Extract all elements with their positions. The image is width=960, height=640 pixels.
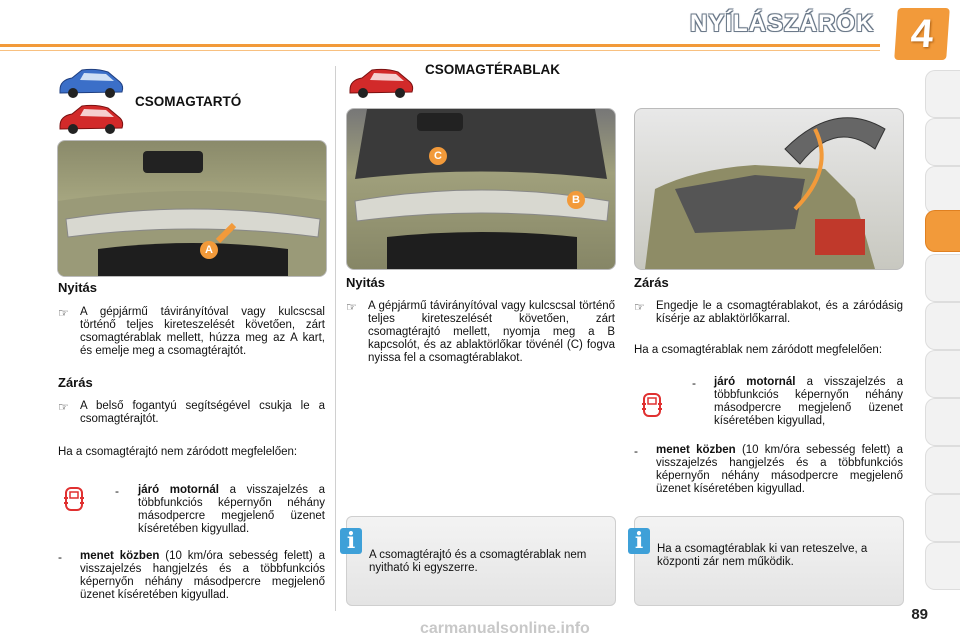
- moving-desc-boot: (10 km/óra sebesség felett) a visszajelzés hangjelzés és a többfunkciós képernyőn néhány másodpercre megjelenő üzenet kíséretében kigyullad.: [80, 550, 325, 601]
- watermark: carmanualsonline.info: [420, 620, 590, 637]
- header-rule: [0, 44, 880, 47]
- column-divider: [335, 66, 336, 611]
- car-blue-icon: [56, 66, 126, 100]
- rear-window-open-image: [634, 108, 904, 270]
- chapter-tab-8[interactable]: [925, 398, 960, 446]
- chapter-tab-1[interactable]: [925, 70, 960, 118]
- open-text-rear-window: A gépjármű távirányítóval vagy kulcscsal történő teljes kireteszelését követően, zárt csomagtérajtó mellett, nyomja meg a B kapcsolót, és az ablaktörlőkar tövénél (C) fogva nyissa fel a csomagtérablakot.: [368, 300, 615, 364]
- chapter-tab-2[interactable]: [925, 118, 960, 166]
- page-title: NYÍLÁSZÁRÓK: [690, 10, 875, 37]
- engine-text-rear-window: [714, 376, 903, 428]
- car-red-icon: [56, 102, 126, 136]
- open-door-warning-icon: [62, 486, 86, 512]
- engine-label-boot: járó motornál: [138, 484, 219, 496]
- close-heading-rear-window: Zárás: [634, 275, 669, 290]
- boot-handle-image: [57, 140, 327, 277]
- dash-bullet: -: [692, 376, 696, 390]
- open-heading-boot: Nyitás: [58, 280, 98, 295]
- pointing-hand-icon: ☞: [58, 400, 69, 414]
- chapter-badge: 4: [894, 8, 950, 60]
- chapter-tab-9[interactable]: [925, 446, 960, 494]
- info-icon: i: [628, 528, 650, 554]
- info-box-middle: [346, 516, 616, 606]
- rear-window-switch-image: [346, 108, 616, 270]
- callout-b: B: [567, 191, 585, 209]
- moving-text-rear-window: [656, 444, 903, 496]
- info-icon: i: [340, 528, 362, 554]
- chapter-tab-5[interactable]: [925, 254, 960, 302]
- engine-desc-boot: a visszajelzés a többfunkciós képernyőn néhány másodpercre megjelenő üzenet kíséretében kigyullad.: [138, 484, 325, 535]
- chapter-tab-11[interactable]: [925, 542, 960, 590]
- callout-c: C: [429, 147, 447, 165]
- moving-label-rear-window: menet közben: [656, 444, 736, 456]
- chapter-tab-10[interactable]: [925, 494, 960, 542]
- engine-desc-rear-window: a visszajelzés a többfunkciós képernyőn néhány másodpercre megjelenő üzenet kíséretében kigyullad,: [714, 376, 903, 427]
- open-door-warning-icon: [640, 392, 664, 418]
- info-box-right: [634, 516, 904, 606]
- chapter-tab-4-active[interactable]: [925, 210, 960, 252]
- not-closed-text-rear-window: Ha a csomagtérablak nem záródott megfelelően:: [634, 344, 883, 356]
- dash-bullet: -: [58, 550, 62, 564]
- callout-a: A: [200, 241, 218, 259]
- chapter-tab-6[interactable]: [925, 302, 960, 350]
- pointing-hand-icon: ☞: [346, 300, 357, 314]
- dash-bullet: -: [115, 484, 119, 498]
- header-rule-thin: [0, 50, 880, 51]
- close-text-rear-window: Engedje le a csomagtérablakot, és a záródásig kísérje az ablaktörlőkarral.: [656, 300, 903, 325]
- moving-desc-rear-window: (10 km/óra sebesség felett) a visszajelzés hangjelzés és a többfunkciós képernyőn néhány másodpercre megjelenő üzenet kíséretében kigyullad.: [656, 444, 904, 495]
- engine-text-boot: [138, 484, 325, 536]
- dash-bullet: -: [634, 444, 638, 458]
- moving-text-boot: [80, 550, 325, 602]
- section-title-rear-window: CSOMAGTÉRABLAK: [425, 62, 560, 77]
- close-heading-boot: Zárás: [58, 375, 93, 390]
- pointing-hand-icon: ☞: [58, 306, 69, 320]
- engine-label-rear-window: járó motornál: [714, 376, 796, 388]
- page-number: 89: [911, 606, 928, 623]
- car-red-icon: [346, 66, 416, 100]
- info-text-middle: A csomagtérajtó és a csomagtérablak nem nyitható ki egyszerre.: [369, 549, 587, 574]
- open-heading-rear-window: Nyitás: [346, 275, 386, 290]
- chapter-tab-3[interactable]: [925, 166, 960, 214]
- info-text-right: Ha a csomagtérablak ki van reteszelve, a központi zár nem működik.: [657, 543, 868, 568]
- close-text-boot: A belső fogantyú segítségével csukja le a csomagtérajtót.: [80, 400, 325, 425]
- pointing-hand-icon: ☞: [634, 300, 645, 314]
- open-text-boot: A gépjármű távirányítóval vagy kulcscsal történő teljes kireteszelését követően, zárt csomagtérablak mellett, húzza meg az A kart, és emelje meg a csomagtérajtót.: [80, 306, 325, 357]
- section-title-boot: CSOMAGTARTÓ: [135, 94, 242, 109]
- not-closed-text-boot: Ha a csomagtérajtó nem záródott megfelelően:: [58, 446, 298, 458]
- moving-label-boot: menet közben: [80, 550, 160, 562]
- chapter-tab-7[interactable]: [925, 350, 960, 398]
